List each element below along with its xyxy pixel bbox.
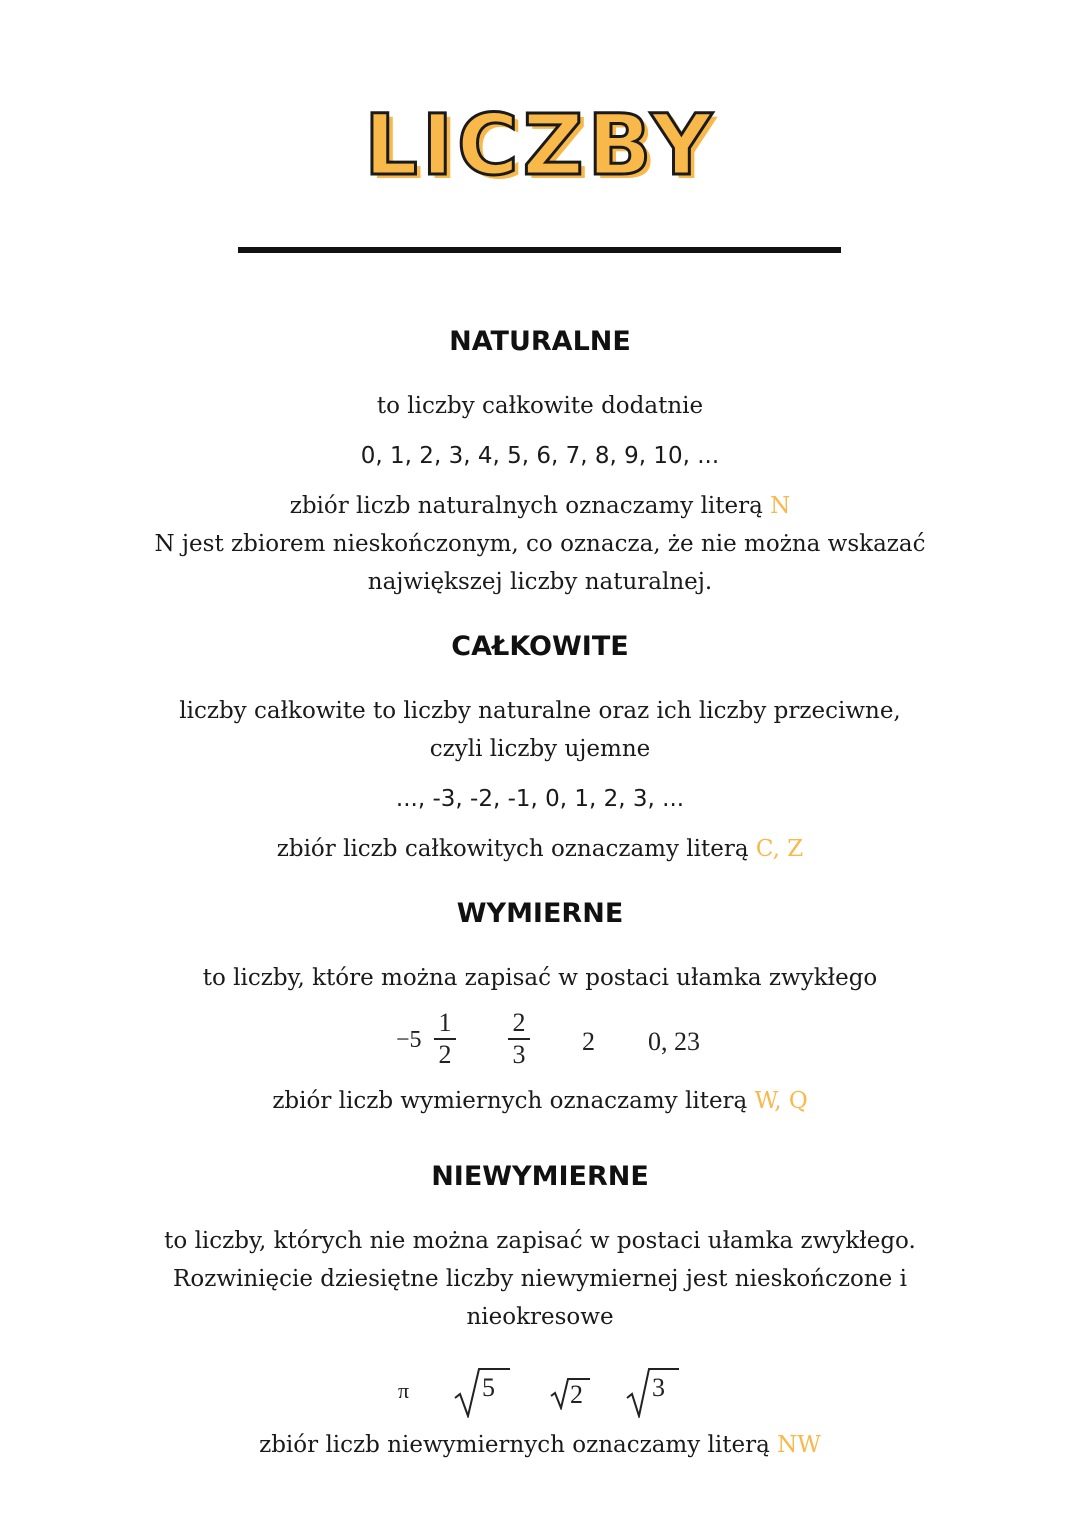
sqrt-3 xyxy=(624,1366,680,1418)
sqrt-2 xyxy=(549,1376,591,1410)
sqrt-5 xyxy=(452,1366,512,1418)
mixed-number-whole: −5 xyxy=(396,1027,422,1053)
naturalne-set-text: zbiór liczb naturalnych oznaczamy literą xyxy=(289,493,771,519)
wymierne-desc: to liczby, które można zapisać w postaci ułamka zwykłego xyxy=(202,965,878,991)
integer-example: 2 xyxy=(582,1027,595,1056)
naturalne-note-1: N jest zbiorem nieskończonym, co oznacza, że nie można wskazać xyxy=(154,531,926,557)
wymierne-heading: WYMIERNE xyxy=(456,898,624,929)
sqrt-5-radicand: 5 xyxy=(482,1373,495,1402)
fraction-denominator: 3 xyxy=(512,1040,526,1069)
calkowite-set-line xyxy=(0,830,1080,868)
niewymierne-set-line xyxy=(0,1426,1080,1464)
naturalne-desc: to liczby całkowite dodatnie xyxy=(376,393,704,419)
naturalne-note-2: największej liczby naturalnej. xyxy=(367,569,713,595)
mixed-denominator: 2 xyxy=(438,1040,452,1069)
naturalne-set-letter: N xyxy=(770,493,791,519)
niewymierne-set-letter: NW xyxy=(777,1432,821,1458)
page-title: LICZBY xyxy=(364,96,716,194)
fraction-two-thirds xyxy=(508,1010,530,1068)
naturalne-sequence: 0, 1, 2, 3, 4, 5, 6, 7, 8, 9, 10, ... xyxy=(360,443,720,469)
niewymierne-heading: NIEWYMIERNE xyxy=(431,1161,649,1192)
sqrt-3-radicand: 3 xyxy=(652,1373,665,1402)
wymierne-set-line xyxy=(0,1082,1080,1120)
calkowite-sequence: ..., -3, -2, -1, 0, 1, 2, 3, ... xyxy=(395,786,685,812)
calkowite-desc-2: czyli liczby ujemne xyxy=(429,736,651,762)
calkowite-desc-1: liczby całkowite to liczby naturalne oraz ich liczby przeciwne, xyxy=(179,698,901,724)
fraction-numerator: 2 xyxy=(512,1008,526,1037)
calkowite-heading: CAŁKOWITE xyxy=(451,631,629,662)
calkowite-set-letter: C, Z xyxy=(755,836,804,862)
sqrt-2-radicand: 2 xyxy=(570,1380,583,1409)
niewymierne-desc-3: nieokresowe xyxy=(466,1304,614,1330)
niewymierne-desc-1: to liczby, których nie można zapisać w postaci ułamka zwykłego. xyxy=(164,1228,916,1254)
pi-symbol: π xyxy=(398,1378,410,1403)
decimal-example: 0, 23 xyxy=(648,1027,700,1056)
niewymierne-set-text: zbiór liczb niewymiernych oznaczamy literą xyxy=(259,1432,778,1458)
niewymierne-desc-2: Rozwinięcie dziesiętne liczby niewymiernej jest nieskończone i xyxy=(173,1266,907,1292)
mixed-number-fraction xyxy=(434,1010,456,1068)
wymierne-set-letter: W, Q xyxy=(754,1088,808,1114)
calkowite-set-text: zbiór liczb całkowitych oznaczamy literą xyxy=(276,836,756,862)
naturalne-set-line xyxy=(0,487,1080,525)
mixed-numerator: 1 xyxy=(438,1008,452,1037)
wymierne-set-text: zbiór liczb wymiernych oznaczamy literą xyxy=(272,1088,755,1114)
title-divider xyxy=(238,247,841,253)
naturalne-heading: NATURALNE xyxy=(449,326,631,357)
